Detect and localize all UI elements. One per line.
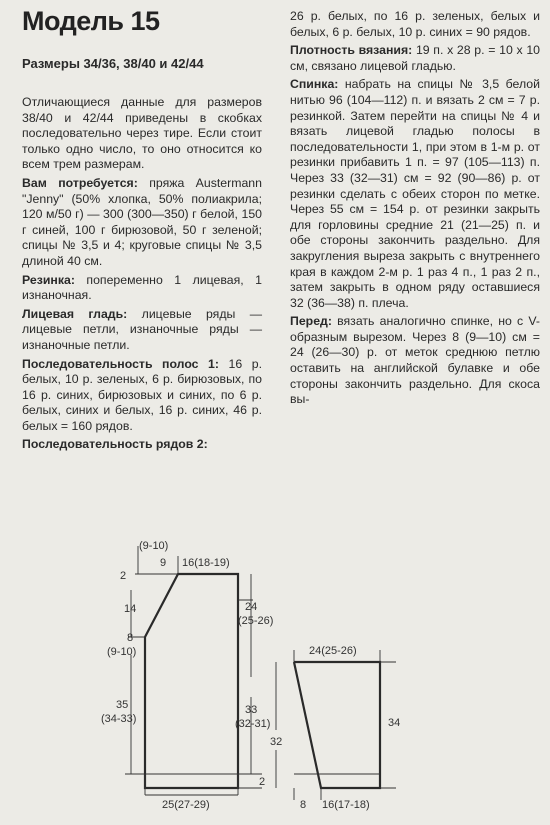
stripes1-label: Последовательность полос 1: bbox=[22, 356, 219, 371]
intro-paragraph: Отличающиеся данные для размеров 38/40 и 42/44 приведены в скобках последовательно через тире. Если стоит только одно число, то оно относится ко всем трем размерам. bbox=[22, 95, 262, 172]
left-column bbox=[22, 95, 262, 456]
stripes1-paragraph bbox=[22, 357, 262, 435]
back-text: набрать на спицы № 3,5 белой нитью 96 (104—112) п. и вязать 2 см = 7 р. резинкой. Затем перейти на спицы № 4 и вязать лицевой гладью полосы в последовательности 1, при этом в 1-м р. от резинки прибавить 1 п. = 97 (105—113) п. Через 33 (32—31) см = 92 (90—86) р. от резинки сделать с обеих сторон по метке. Через 55 см = 154 р. от резинки закрыть для горловины средние 21 (21—25) п. и обе стороны закончить раздельно. Для закругления выреза закрыть с внутреннего края в каждом 2-м р. 1 раз 4 п., 1 раз 2 п., затем закрыть в одном ряду оставшиеся 32 (36—38) п. плеча. bbox=[290, 77, 540, 310]
stripes2-continued: 26 р. белых, по 16 р. зеленых, белых и белых, 6 р. белых, 10 р. синих = 90 рядов. bbox=[290, 9, 540, 39]
width-label: 25(27-29) bbox=[162, 799, 210, 811]
page-title: Модель 15 bbox=[22, 6, 160, 36]
back-paragraph bbox=[290, 77, 540, 311]
front-label: Перед: bbox=[290, 314, 332, 329]
sleeve-outline bbox=[294, 662, 380, 788]
stripes2-label: Последовательность рядов 2: bbox=[22, 437, 208, 452]
rib-text: попеременно 1 лицевая, 1 изнаночная. bbox=[22, 272, 262, 303]
stockinette-paragraph bbox=[22, 307, 262, 354]
cuff-width-label: 16(17-18) bbox=[322, 799, 370, 811]
sleeve-side-label: 34 bbox=[388, 717, 401, 729]
rib-paragraph bbox=[22, 273, 262, 304]
materials-text: пряжа Austermann "Jenny" (50% хлопка, 50% полиакрила; 120 м/50 г) — 300 (300—350) г белой, 150 г синей, 100 г бирюзовой, 50 г зеленой; спицы № 3,5 и 4; круговые спицы № 3,5 длиной 40 см. bbox=[22, 175, 262, 268]
cuff-offset-label: 8 bbox=[300, 799, 307, 811]
stripes2-paragraph bbox=[22, 437, 262, 453]
body-length-range-label: (34-33) bbox=[101, 713, 137, 725]
armhole-depth-label: 14 bbox=[124, 603, 137, 615]
sleeve-top-width-label: 24(25-26) bbox=[309, 645, 357, 657]
armhole-marker-label: 8 bbox=[127, 632, 134, 644]
rib-height-label: 2 bbox=[259, 776, 266, 788]
gauge-paragraph bbox=[290, 43, 540, 74]
materials-paragraph bbox=[22, 176, 262, 270]
sleeve-length-label: 32 bbox=[270, 736, 283, 748]
neck-depth-label: 24 bbox=[245, 601, 258, 613]
materials-label: Вам потребуется: bbox=[22, 175, 138, 190]
top-band-label: 2 bbox=[120, 570, 127, 582]
neck-value-label: 9 bbox=[160, 557, 167, 569]
back-front-schematic bbox=[101, 540, 273, 811]
back-outline bbox=[145, 574, 238, 788]
armhole-range-label: (9-10) bbox=[107, 646, 137, 658]
front-text: вязать аналогично спинке, но с V-образным вырезом. Через 8 (9—10) см = 24 (26—30) р. от меток среднюю петлю оставить на английской булавке и обе стороны закончить раздельно. Для скоса вы- bbox=[290, 314, 540, 407]
body-length-label: 35 bbox=[116, 699, 129, 711]
shoulder-label: 16(18-19) bbox=[182, 557, 230, 569]
right-column bbox=[290, 9, 540, 411]
stripes1-text: 16 р. белых, 10 р. зеленых, 6 р. бирюзовых, по 16 р. синих, бирюзовых и синих, по 6 р. белых, синих и белых, 16 р. синих, 46 р. белых = 160 рядов. bbox=[22, 356, 262, 433]
back-label: Спинка: bbox=[290, 77, 339, 92]
front-paragraph bbox=[290, 314, 540, 408]
stockinette-label: Лицевая гладь: bbox=[22, 306, 128, 321]
rib-label: Резинка: bbox=[22, 272, 75, 287]
gauge-text: 19 п. х 28 р. = 10 х 10 см, связано лицевой гладью. bbox=[290, 43, 541, 73]
sleeve-schematic bbox=[270, 645, 400, 811]
neck-width-label: (9-10) bbox=[139, 540, 169, 552]
side-length-label: 33 bbox=[245, 704, 258, 716]
pattern-schematics bbox=[0, 530, 550, 825]
stockinette-text: лицевые ряды — лицевые петли, изнаночные ряды — изнаночные петли. bbox=[22, 306, 263, 352]
gauge-label: Плотность вязания: bbox=[290, 43, 413, 58]
neck-depth-range-label: (25-26) bbox=[238, 615, 274, 627]
side-length-range-label: (32-31) bbox=[235, 718, 271, 730]
sizes-heading: Размеры 34/36, 38/40 и 42/44 bbox=[22, 56, 204, 71]
